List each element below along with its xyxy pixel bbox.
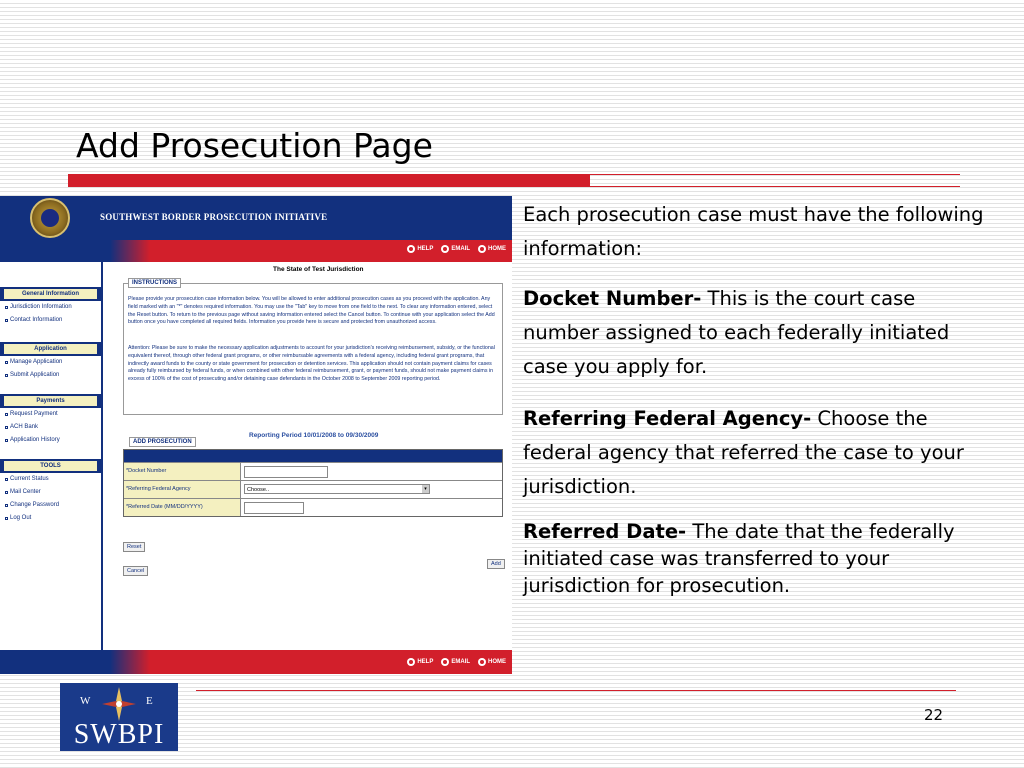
footer-rule	[196, 690, 956, 691]
swbpi-logo: W E SWBPI	[60, 683, 178, 751]
referring-agency-label: *Referring Federal Agency	[124, 481, 241, 498]
instructions-tab: INSTRUCTIONS	[128, 278, 181, 288]
sidebar-item-contact[interactable]: Contact Information	[0, 314, 101, 327]
sidebar-item-change-password[interactable]: Change Password	[0, 499, 101, 512]
sidebar-item-manage-application[interactable]: Manage Application	[0, 356, 101, 369]
reporting-period: Reporting Period 10/01/2008 to 09/30/2009	[249, 432, 379, 439]
docket-number-label: *Docket Number	[124, 463, 241, 480]
bullet-icon	[5, 306, 8, 309]
footer-home-link[interactable]: HOME	[478, 658, 506, 666]
sidebar-item-jurisdiction[interactable]: Jurisdiction Information	[0, 301, 101, 314]
title-rule	[68, 174, 960, 188]
footer-help-link[interactable]: HELP	[407, 658, 433, 666]
sidebar-item-application-history[interactable]: Application History	[0, 434, 101, 447]
bullet-icon	[5, 504, 8, 507]
compass-icon	[102, 687, 136, 721]
app-screenshot	[0, 196, 512, 674]
docket-description: Docket Number- This is the court case number assigned to each federally initiated case you apply for.	[523, 287, 950, 378]
cancel-button[interactable]: Cancel	[123, 566, 148, 576]
sidebar-item-submit-application[interactable]: Submit Application	[0, 369, 101, 382]
bullet-icon	[5, 517, 8, 520]
bottom-nav	[0, 650, 512, 674]
date-description: Referred Date- The date that the federally initiated case was transferred to your jurisdiction for prosecution.	[523, 520, 955, 597]
intro-text: Each prosecution case must have the following information:	[523, 203, 984, 260]
app-banner	[0, 196, 512, 240]
sidebar-heading-payments: Payments	[0, 394, 101, 408]
description	[523, 198, 993, 599]
referred-date-label: *Referred Date (MM/DD/YYYY)	[124, 499, 241, 516]
help-icon	[407, 245, 415, 253]
sidebar-heading-general: General Information	[0, 287, 101, 301]
nav-home-link[interactable]: HOME	[478, 245, 506, 253]
sidebar-heading-application: Application	[0, 342, 101, 356]
agency-description: Referring Federal Agency- Choose the federal agency that referred the case to your jurisdiction.	[523, 407, 964, 498]
instructions-panel	[123, 280, 503, 415]
bullet-icon	[5, 319, 8, 322]
slide-title: Add Prosecution Page	[76, 126, 433, 165]
nav-email-link[interactable]: EMAIL	[441, 245, 470, 253]
jurisdiction-title: The State of Test Jurisdiction	[273, 266, 364, 273]
referring-agency-select[interactable]: Choose.. ▾	[244, 484, 430, 494]
doj-seal-icon	[30, 198, 70, 238]
form-tab: ADD PROSECUTION	[129, 437, 196, 447]
page-number: 22	[924, 706, 944, 724]
bullet-icon	[5, 361, 8, 364]
main-content	[103, 262, 512, 650]
sidebar-heading-tools: TOOLS	[0, 459, 101, 473]
instructions-text: Please provide your prosecution case information below. You will be allowed to enter additional prosecution cases as you proceed with the application. Any field marked with an "*" denotes required information. You may use the "Tab" key to move from one field to the next. To clear any information entered, select the Reset button. To return to the previous page without saving information entered select the Cancel button. To continue with your application select the Add button once you have completed all required fields. Information you provide here is secure and protected from unauthorized access.	[128, 296, 495, 326]
email-icon	[441, 245, 449, 253]
email-icon	[441, 658, 449, 666]
add-prosecution-form	[123, 439, 503, 517]
bullet-icon	[5, 413, 8, 416]
bullet-icon	[5, 478, 8, 481]
add-button[interactable]: Add	[487, 559, 505, 569]
chevron-down-icon: ▾	[422, 485, 429, 493]
sidebar-item-current-status[interactable]: Current Status	[0, 473, 101, 486]
home-icon	[478, 245, 486, 253]
sidebar-item-ach-bank[interactable]: ACH Bank	[0, 421, 101, 434]
sidebar	[0, 262, 103, 650]
help-icon	[407, 658, 415, 666]
attention-text: Attention: Please be sure to make the necessary application adjustments to account for your jurisdiction's receiving reimbursement, subsidy, or the functional equivalent thereof, through other federal grant programs, or other reimbursable agreements with a federal agency, including federal grant programs, that indirectly award funds to the county or state government for prosecution or detention services. This application should not contain payment claims for cases already fully reimbursed by federal funds, or when combined with other federal reimbursement, grant, or payment funds, should not make payment claims in excess of 100% of the cost of prosecuting and/or detaining case defendants in the October 2008 to September 2009 reporting period.	[128, 345, 495, 383]
referred-date-input[interactable]	[244, 502, 304, 514]
sidebar-item-mail-center[interactable]: Mail Center	[0, 486, 101, 499]
bullet-icon	[5, 374, 8, 377]
bullet-icon	[5, 439, 8, 442]
app-title: SOUTHWEST BORDER PROSECUTION INITIATIVE	[100, 212, 328, 222]
reset-button[interactable]: Reset	[123, 542, 145, 552]
sidebar-item-request-payment[interactable]: Request Payment	[0, 408, 101, 421]
nav-help-link[interactable]: HELP	[407, 245, 433, 253]
footer-email-link[interactable]: EMAIL	[441, 658, 470, 666]
sidebar-item-log-out[interactable]: Log Out	[0, 512, 101, 525]
home-icon	[478, 658, 486, 666]
bullet-icon	[5, 426, 8, 429]
docket-number-input[interactable]	[244, 466, 328, 478]
bullet-icon	[5, 491, 8, 494]
top-nav	[0, 240, 512, 262]
